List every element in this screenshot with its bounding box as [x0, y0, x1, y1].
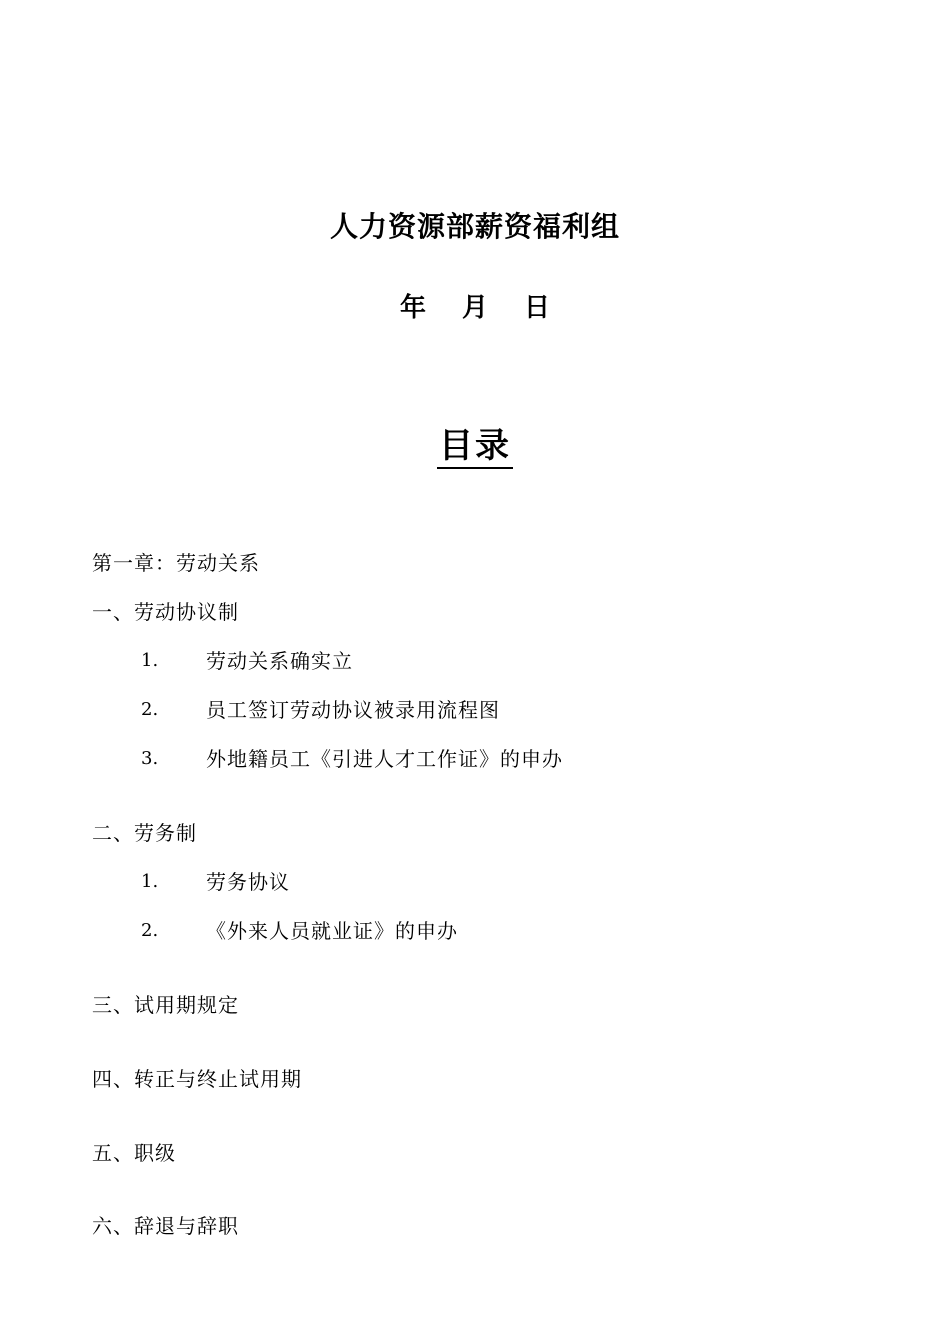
toc-item: 劳动关系确实立: [206, 649, 353, 673]
toc-section-3: 三、试用期规定: [92, 993, 239, 1017]
toc-item-num: 1.: [141, 650, 159, 671]
toc-item: 外地籍员工《引进人才工作证》的申办: [206, 747, 563, 771]
toc-item-num: 2.: [141, 699, 159, 720]
toc-item: 《外来人员就业证》的申办: [206, 919, 458, 943]
toc-title-text: 目录: [437, 426, 513, 469]
toc-section-5: 五、职级: [92, 1141, 176, 1165]
toc-item: 员工签订劳动协议被录用流程图: [206, 698, 500, 722]
toc-chapter: 第一章：劳动关系: [92, 551, 260, 575]
toc-section-1: 一、劳动协议制: [92, 600, 239, 624]
department-title: 人力资源部薪资福利组: [329, 210, 620, 243]
toc-section-6: 六、辞退与辞职: [92, 1214, 239, 1238]
toc-item-num: 2.: [141, 920, 159, 941]
date-month: 月: [461, 293, 488, 323]
toc-item-num: 1.: [141, 871, 159, 892]
toc-item: 劳务协议: [206, 870, 290, 894]
toc-section-4: 四、转正与终止试用期: [92, 1067, 302, 1091]
date-line: [0, 287, 950, 324]
date-day: 日: [524, 293, 551, 323]
toc-title: [0, 418, 950, 467]
toc-item-num: 3.: [141, 748, 159, 769]
toc-section-2: 二、劳务制: [92, 821, 197, 845]
date-year: 年: [399, 293, 426, 323]
